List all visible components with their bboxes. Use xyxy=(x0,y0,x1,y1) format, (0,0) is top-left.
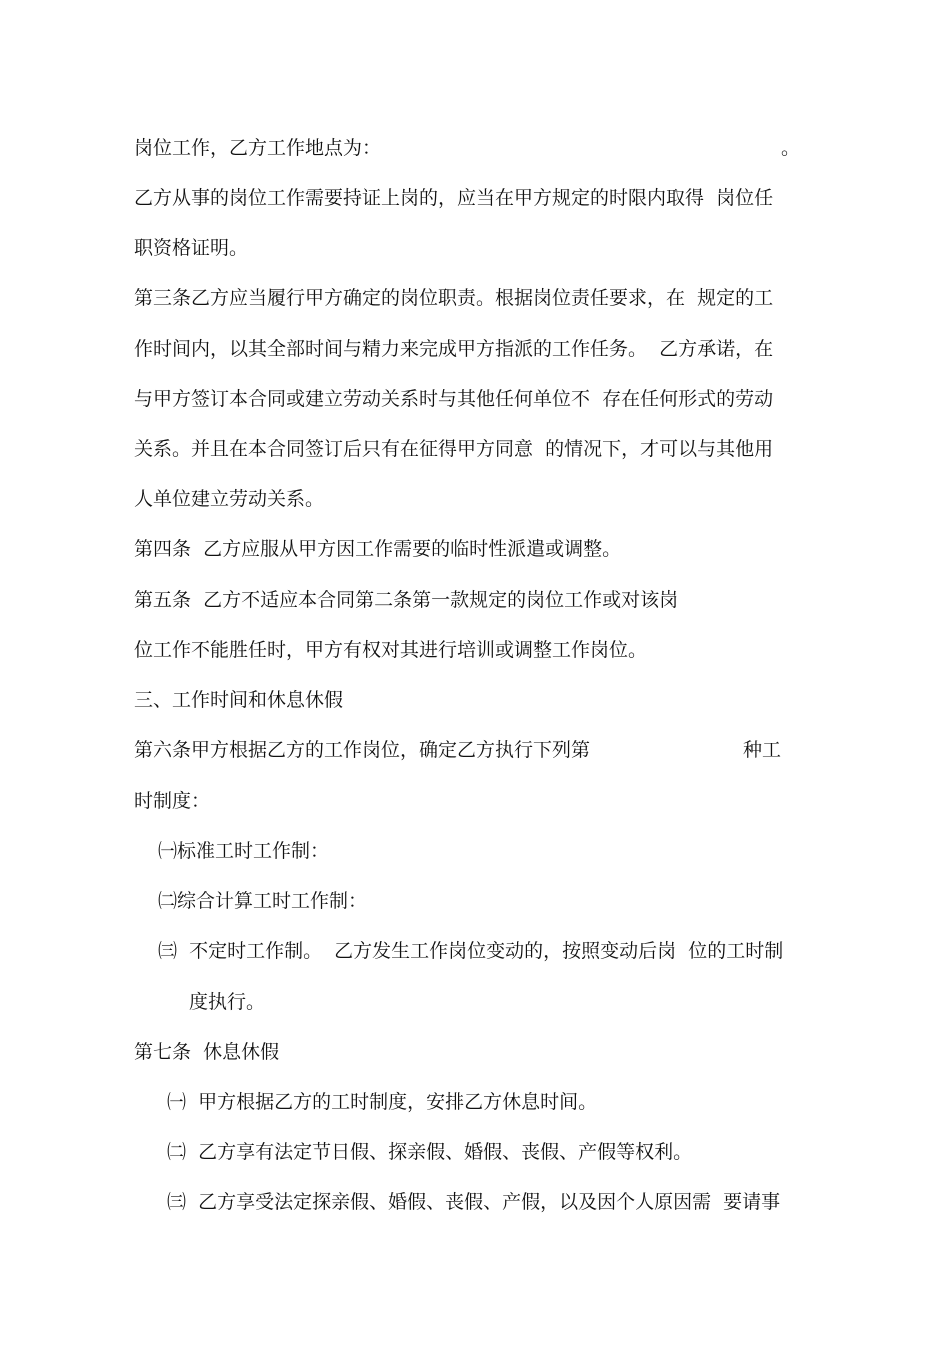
text-line: 人单位建立劳动关系。 xyxy=(134,488,325,510)
list-item: ㈢ 乙方享受法定探亲假、婚假、丧假、产假，以及因个人原因需 要请事 xyxy=(167,1191,781,1213)
list-item: ㈠标准工时工作制： xyxy=(158,840,330,862)
text-line: 与甲方签订本合同或建立劳动关系时与其他任何单位不 存在任何形式的劳动 xyxy=(134,388,774,410)
text-line: 第六条甲方根据乙方的工作岗位，确定乙方执行下列第 xyxy=(134,739,591,761)
list-item: ㈡ 乙方享有法定节日假、探亲假、婚假、丧假、产假等权利。 xyxy=(167,1141,693,1163)
text-line: 关系。并且在本合同签订后只有在征得甲方同意 的情况下，才可以与其他用 xyxy=(134,438,774,460)
section-heading: 三、工作时间和休息休假 xyxy=(134,689,344,711)
text-line: 乙方从事的岗位工作需要持证上岗的，应当在甲方规定的时限内取得 岗位任 xyxy=(134,187,774,209)
text-line: 第五条 乙方不适应本合同第二条第一款规定的岗位工作或对该岗 xyxy=(134,589,679,611)
list-item-continuation: 度执行。 xyxy=(189,991,266,1013)
text-line: 职资格证明。 xyxy=(134,237,249,259)
text-line: 第七条 休息休假 xyxy=(134,1041,280,1063)
list-item: ㈢ 不定时工作制。 乙方发生工作岗位变动的，按照变动后岗 位的工时制 xyxy=(158,940,784,962)
list-item: ㈠ 甲方根据乙方的工时制度，安排乙方休息时间。 xyxy=(167,1091,598,1113)
text-line: 种工 xyxy=(743,739,782,761)
text-line: 位工作不能胜任时，甲方有权对其进行培训或调整工作岗位。 xyxy=(134,639,648,661)
list-item: ㈡综合计算工时工作制： xyxy=(158,890,368,912)
text-line: 第三条乙方应当履行甲方确定的岗位职责。根据岗位责任要求，在 规定的工 xyxy=(134,287,774,309)
text-line: 第四条 乙方应服从甲方因工作需要的临时性派遣或调整。 xyxy=(134,538,622,560)
text-line: 。 xyxy=(781,137,801,159)
text-line: 岗位工作，乙方工作地点为： xyxy=(134,137,382,159)
text-line: 时制度： xyxy=(134,790,211,812)
text-line: 作时间内，以其全部时间与精力来完成甲方指派的工作任务。 乙方承诺，在 xyxy=(134,338,774,360)
